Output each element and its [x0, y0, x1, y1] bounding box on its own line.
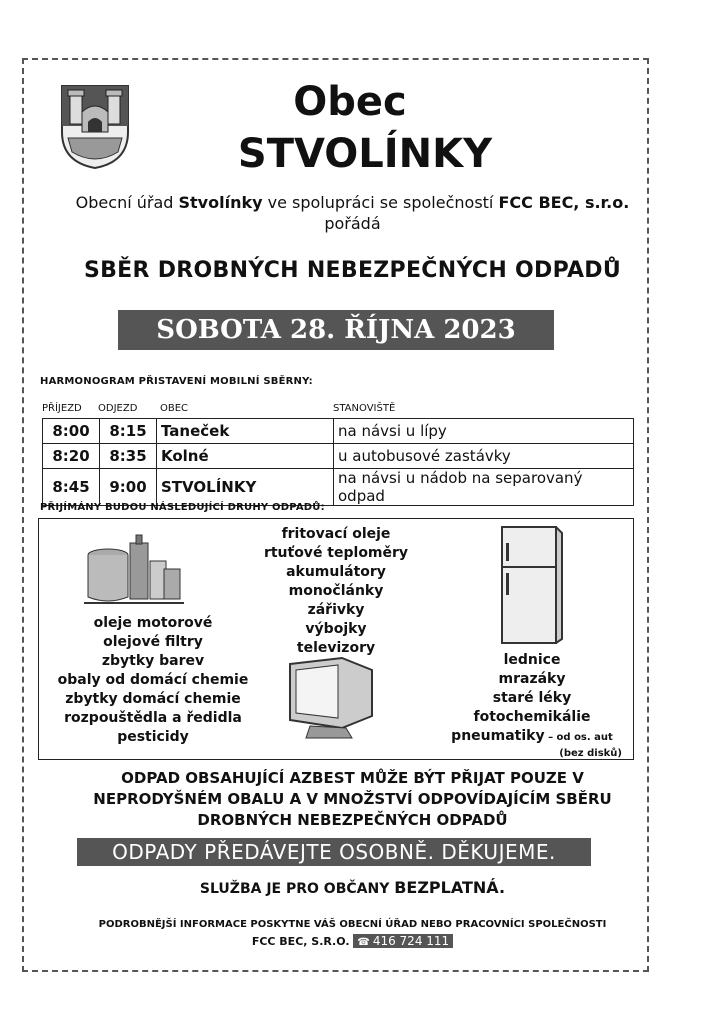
intro-line2: pořádá — [324, 214, 381, 233]
warning-line: DROBNÝCH NEBEZPEČNÝCH ODPADŮ — [197, 811, 508, 829]
asbestos-warning — [40, 768, 665, 831]
waste-list-left — [40, 614, 266, 747]
coat-of-arms-icon — [58, 82, 132, 170]
tires-note: – od os. aut — [544, 732, 613, 743]
warning-line: NEPRODYŠNÉM OBALU A V MNOŽSTVÍ ODPOVÍDAJÍCÍM SBĚRU — [93, 790, 612, 808]
departure-cell: 8:15 — [100, 419, 157, 444]
free-service-text — [40, 878, 665, 897]
info-text — [40, 916, 665, 951]
list-item: staré léky — [492, 690, 572, 706]
place-cell: na návsi u lípy — [334, 419, 634, 444]
col-departure: ODJEZD — [98, 403, 138, 414]
refrigerator-icon — [496, 523, 566, 645]
phone-number: 416 724 111 — [372, 934, 450, 948]
list-item: akumulátory — [286, 564, 386, 580]
village-cell: Taneček — [157, 419, 334, 444]
info-line1: PODROBNĚJŠÍ INFORMACE POSKYTNE VÁŠ OBECNÍ ÚŘAD NEBO PRACOVNÍCI SPOLEČNOSTI — [98, 919, 607, 930]
monitor-icon — [286, 656, 376, 740]
intro-company: FCC BEC, s.r.o. — [498, 193, 630, 212]
table-row — [43, 444, 634, 469]
list-item: rtuťové teploměry — [263, 545, 409, 561]
table-row — [43, 419, 634, 444]
list-item: oleje motorové — [93, 615, 213, 631]
free-text-bold: BEZPLATNÁ. — [394, 878, 506, 897]
intro-text — [40, 192, 665, 234]
info-line2: FCC BEC, S.R.O. — [251, 935, 354, 948]
village-cell: STVOLÍNKY — [157, 469, 334, 506]
list-item: fritovací oleje — [281, 526, 391, 542]
list-item: mrazáky — [498, 671, 566, 687]
phone-box — [353, 934, 453, 948]
handover-banner: ODPADY PŘEDÁVEJTE OSOBNĚ. DĚKUJEME. — [77, 838, 591, 866]
waste-list-center — [250, 525, 422, 658]
title-village: STVOLÍNKY — [237, 131, 493, 177]
list-item: výbojky — [305, 621, 367, 637]
arrival-cell: 8:00 — [43, 419, 100, 444]
place-cell: u autobusové zastávky — [334, 444, 634, 469]
free-text-part: SLUŽBA JE PRO OBČANY — [199, 881, 395, 897]
title-obec: Obec — [293, 79, 407, 125]
col-arrival: PŘÍJEZD — [42, 403, 82, 414]
list-item: olejové filtry — [103, 634, 203, 650]
event-date-banner: SOBOTA 28. ŘÍJNA 2023 — [118, 310, 554, 350]
intro-village: Stvolínky — [178, 193, 263, 212]
list-item: pesticidy — [117, 729, 189, 745]
waste-heading: PŘIJÍMÁNY BUDOU NÁSLEDUJÍCÍ DRUHY ODPADŮ: — [40, 502, 325, 513]
intro-part2: ve spolupráci se společností — [262, 193, 499, 212]
list-item: monočlánky — [288, 583, 384, 599]
schedule-heading: HARMONOGRAM PŘISTAVENÍ MOBILNÍ SBĚRNY: — [40, 376, 313, 387]
tires-note-2: (bez disků) — [559, 748, 622, 759]
list-item: zbytky domácí chemie — [65, 691, 241, 707]
village-cell: Kolné — [157, 444, 334, 469]
paint-cans-icon — [84, 533, 184, 609]
tires-label: pneumatiky — [451, 728, 545, 744]
departure-cell: 8:35 — [100, 444, 157, 469]
table-row — [43, 469, 634, 506]
intro-part1: Obecní úřad — [75, 193, 179, 212]
list-item: rozpouštědla a ředidla — [64, 710, 242, 726]
place-cell: na návsi u nádob na separovaný odpad — [334, 469, 634, 506]
phone-icon: ☎ — [357, 937, 370, 948]
col-village: OBEC — [160, 403, 189, 414]
schedule-table — [42, 418, 634, 506]
list-item: televizory — [296, 640, 376, 656]
list-item: lednice — [503, 652, 561, 668]
list-item: zbytky barev — [101, 653, 205, 669]
col-place: STANOVIŠTĚ — [333, 403, 396, 414]
event-headline: SBĚR DROBNÝCH NEBEZPEČNÝCH ODPADŮ — [83, 258, 622, 283]
list-item — [436, 727, 628, 747]
arrival-cell: 8:45 — [43, 469, 100, 506]
arrival-cell: 8:20 — [43, 444, 100, 469]
departure-cell: 9:00 — [100, 469, 157, 506]
list-item: obaly od domácí chemie — [57, 672, 249, 688]
list-item: fotochemikálie — [473, 709, 591, 725]
list-item: zářivky — [307, 602, 365, 618]
warning-line: ODPAD OBSAHUJÍCÍ AZBEST MŮŽE BÝT PŘIJAT POUZE V — [121, 769, 584, 787]
waste-list-right — [436, 651, 628, 760]
